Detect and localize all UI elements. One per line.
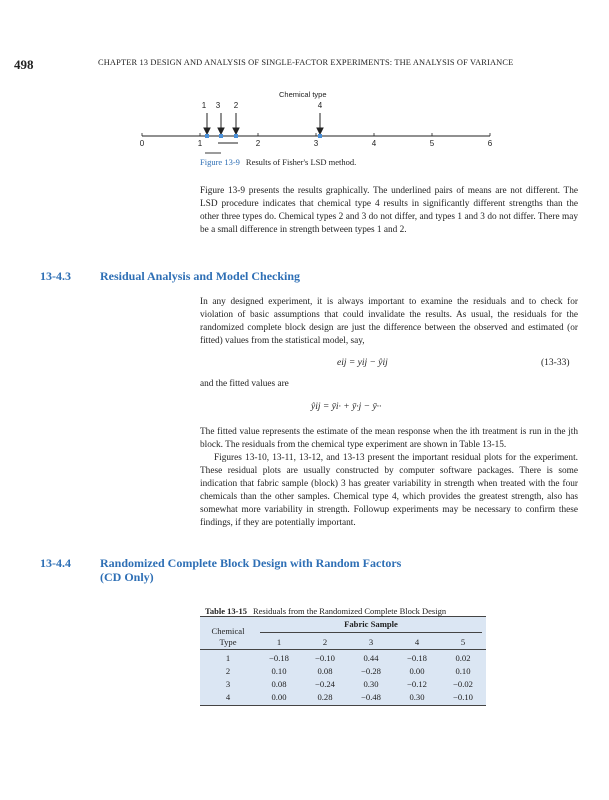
table-cell: −0.10 bbox=[453, 692, 473, 702]
table-cell: −0.10 bbox=[315, 653, 335, 663]
table-cell: −0.12 bbox=[407, 679, 427, 689]
column-header: 4 bbox=[414, 637, 420, 647]
axis-tick-label-4: 4 bbox=[371, 139, 377, 148]
type-label-3: 3 bbox=[215, 101, 221, 110]
axis-tick-label-6: 6 bbox=[487, 139, 493, 148]
group-header: Fabric Sample bbox=[344, 619, 398, 629]
section-number: 13-4.4 bbox=[40, 556, 71, 570]
axis-tick-label-5: 5 bbox=[429, 139, 435, 148]
column-header: 5 bbox=[460, 637, 466, 647]
table-cell: −0.48 bbox=[361, 692, 381, 702]
table-cell: 0.44 bbox=[363, 653, 379, 663]
type-label-4: 4 bbox=[317, 101, 323, 110]
section-title: Residual Analysis and Model Checking bbox=[100, 269, 301, 283]
chapter-title: CHAPTER 13 DESIGN AND ANALYSIS OF SINGLE-FACTOR EXPERIMENTS: THE ANALYSIS OF VARIANCE bbox=[98, 58, 514, 67]
table-cell: 0.30 bbox=[363, 679, 379, 689]
section-title-line1: Randomized Complete Block Design with Random Factors bbox=[100, 556, 402, 570]
paragraph-residual-plots: Figures 13-10, 13-11, 13-12, and 13-13 present the important residual plots for the experiment. These residual plots are usually constructed by computer software packages. There is some indication that fabric sample (block) 3 has greater variability in strength when treated with the four chemicals than the other samples. Chemical type 4, which provides the greatest strength, also has somewhat more variability in strength. Followup experiments may be necessary to confirm these findings, if they are potentially important. bbox=[200, 453, 578, 528]
table-caption bbox=[205, 606, 446, 616]
table-cell: 0.00 bbox=[271, 692, 287, 702]
paragraph-fitted-intro bbox=[200, 378, 578, 391]
axis-tick-label-1: 1 bbox=[197, 139, 203, 148]
table-cell: −0.18 bbox=[269, 653, 289, 663]
table-cell: −0.24 bbox=[315, 679, 335, 689]
axis-tick-label-3: 3 bbox=[313, 139, 319, 148]
type-label-1: 1 bbox=[201, 101, 207, 110]
table-cell: −0.28 bbox=[361, 666, 381, 676]
row-type: 2 bbox=[225, 666, 231, 676]
figure-caption-label: Figure 13-9 bbox=[200, 157, 240, 167]
row-header-line2: Type bbox=[219, 637, 237, 647]
paragraph-fitted-text: and the fitted values are bbox=[200, 379, 289, 389]
table-caption-title: Residuals from the Randomized Complete Block Design bbox=[252, 606, 447, 616]
section-heading-13-4-4 bbox=[40, 556, 401, 571]
section-heading-13-4-3 bbox=[40, 269, 300, 284]
section-number: 13-4.3 bbox=[40, 269, 71, 283]
paragraph-fitted-value-text: The fitted value represents the estimate of the mean response when the ith treatment is run in the jth block. The residuals from the chemical type experiment are shown in Table 13-15. bbox=[200, 427, 578, 450]
equation-fitted: ŷij = ȳi· + ȳ·j − ȳ·· bbox=[311, 402, 382, 412]
paragraph-residuals-intro bbox=[200, 296, 578, 348]
section-heading-13-4-4-line2: (CD Only) bbox=[100, 570, 154, 584]
header-bottom-rule bbox=[200, 649, 486, 650]
row-type: 4 bbox=[225, 692, 231, 702]
axis-tick-label-2: 2 bbox=[255, 139, 261, 148]
table-caption-label: Table 13-15 bbox=[205, 606, 247, 616]
row-type: 3 bbox=[225, 679, 231, 689]
table-cell: 0.30 bbox=[409, 692, 425, 702]
table-cell: −0.02 bbox=[453, 679, 473, 689]
column-header: 1 bbox=[276, 637, 282, 647]
column-header: 2 bbox=[322, 637, 328, 647]
page-number: 498 bbox=[14, 57, 34, 72]
row-header-line1: Chemical bbox=[211, 626, 245, 636]
row-type: 1 bbox=[225, 653, 231, 663]
lsd-figure-extra bbox=[0, 96, 609, 156]
table-cell: 0.08 bbox=[271, 679, 287, 689]
residuals-table bbox=[200, 616, 486, 706]
paragraph-residuals-text: In any designed experiment, it is always important to examine the residuals and to check for violation of basic assumptions that could invalidate the results. As usual, the residuals for the randomized complete block design are just the difference between the observed and estimated (or fitted) values from the statistical model, say, bbox=[200, 297, 578, 346]
table-cell: 0.28 bbox=[317, 692, 333, 702]
table-cell: 0.10 bbox=[455, 666, 471, 676]
table-cell: 0.00 bbox=[409, 666, 425, 676]
table-top-rule bbox=[200, 616, 486, 617]
table-cell: 0.10 bbox=[271, 666, 287, 676]
equation-residual: eij = yij − ŷij bbox=[337, 358, 388, 368]
table-cell: 0.02 bbox=[455, 653, 471, 663]
table-cell: 0.08 bbox=[317, 666, 333, 676]
column-header: 3 bbox=[368, 637, 374, 647]
table-cell: −0.18 bbox=[407, 653, 427, 663]
axis-tick-label-0: 0 bbox=[139, 139, 145, 148]
figure-caption bbox=[200, 157, 356, 167]
figure-axis-title: Chemical type bbox=[279, 90, 327, 99]
paragraph-lsd-text: Figure 13-9 presents the results graphically. The underlined pairs of means are not different. The LSD procedure indicates that chemical type 4 results in significantly different strengths than the other three types do. Chemical types 2 and 3 do not differ, and types 1 and 3 do not differ. There may be a small difference in strength between types 1 and 2. bbox=[200, 186, 578, 235]
table-bottom-rule bbox=[200, 705, 486, 706]
figure-caption-text: Results of Fisher's LSD method. bbox=[245, 157, 357, 167]
paragraph-fitted-value bbox=[200, 426, 578, 530]
type-label-2: 2 bbox=[233, 101, 239, 110]
paragraph-lsd-results bbox=[200, 185, 578, 237]
group-header-rule bbox=[260, 632, 482, 633]
equation-number: (13-33) bbox=[541, 358, 570, 368]
